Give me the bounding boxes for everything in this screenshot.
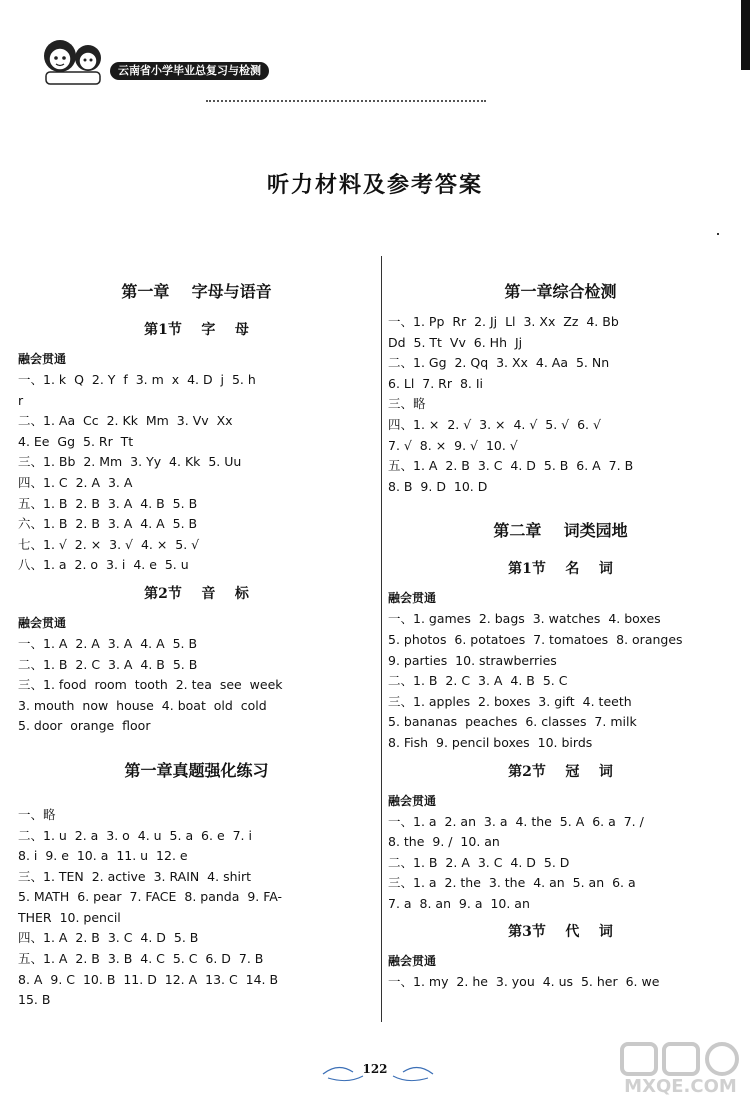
answer-line: 一、1. games 2. bags 3. watches 4. boxes: [388, 611, 661, 627]
section-heading: 第1节 名 词: [508, 561, 613, 578]
mascot-illustration: [38, 32, 108, 87]
answer-line: 5. MATH 6. pear 7. FACE 8. panda 9. FA-: [18, 889, 283, 905]
chapter-heading: 第二章 词类园地: [493, 521, 628, 541]
answer-line: 三、1. apples 2. boxes 3. gift 4. teeth: [388, 693, 632, 709]
watermark-logo-icon: [618, 1040, 743, 1080]
exercise-label: 融会贯通: [18, 615, 67, 630]
answer-line: 七、1. √ 2. × 3. √ 4. × 5. √: [18, 536, 200, 552]
answer-line: 5. door orange floor: [18, 718, 151, 734]
answer-line: 9. parties 10. strawberries: [388, 652, 557, 668]
chapter-heading: 第一章真题强化练习: [124, 760, 269, 780]
chapter-heading: 第一章综合检测: [504, 282, 617, 301]
column-divider: [381, 256, 382, 1022]
answer-line: 8. Fish 9. pencil boxes 10. birds: [388, 734, 593, 750]
answer-line: 一、1. A 2. A 3. A 4. A 5. B: [18, 635, 198, 651]
header-dotted-rule: [206, 100, 486, 102]
section-heading: 第2节 音 标: [144, 585, 249, 602]
answer-line: 三、1. a 2. the 3. the 4. an 5. an 6. a: [388, 875, 636, 891]
watermark: [618, 1040, 743, 1100]
answer-line: 五、1. B 2. B 3. A 4. B 5. B: [18, 495, 198, 511]
answer-line: 二、1. B 2. C 3. A 4. B 5. B: [18, 656, 198, 672]
answer-line: 三、1. Bb 2. Mm 3. Yy 4. Kk 5. Uu: [18, 454, 242, 470]
answer-line: 四、1. C 2. A 3. A: [18, 474, 133, 490]
answer-line: 五、1. A 2. B 3. B 4. C 5. C 6. D 7. B: [18, 951, 264, 967]
answer-line: 8. i 9. e 10. a 11. u 12. e: [18, 848, 188, 864]
answer-line: 一、略: [18, 806, 56, 822]
section-heading: 第3节 代 词: [508, 924, 613, 941]
exercise-label: 融会贯通: [388, 793, 437, 808]
page-title: 听力材料及参考答案: [266, 172, 483, 198]
answer-line: 二、1. Aa Cc 2. Kk Mm 3. Vv Xx: [18, 413, 233, 429]
answer-line: Dd 5. Tt Vv 6. Hh Jj: [388, 334, 523, 350]
series-title: 云南省小学毕业总复习与检测: [110, 62, 269, 80]
answer-line: 6. Ll 7. Rr 8. Ii: [388, 375, 484, 391]
answer-line: 二、1. B 2. A 3. C 4. D 5. D: [388, 854, 570, 870]
section-heading: 第2节 冠 词: [508, 763, 613, 780]
watermark-text: MXQE.COM: [624, 1076, 737, 1097]
answer-line: r: [18, 392, 24, 408]
answer-line: 7. a 8. an 9. a 10. an: [388, 895, 530, 911]
answer-line: 4. Ee Gg 5. Rr Tt: [18, 433, 134, 449]
book-header: [18, 28, 518, 88]
edge-mark: [741, 0, 750, 70]
answer-line: 四、1. × 2. √ 3. × 4. √ 5. √ 6. √: [388, 416, 601, 432]
answer-line: 五、1. A 2. B 3. C 4. D 5. B 6. A 7. B: [388, 458, 634, 474]
answer-line: 二、1. B 2. C 3. A 4. B 5. C: [388, 673, 568, 689]
section-heading: 第1节 字 母: [144, 322, 249, 338]
answer-line: 5. bananas peaches 6. classes 7. milk: [388, 714, 637, 730]
answer-line: 八、1. a 2. o 3. i 4. e 5. u: [18, 557, 189, 573]
answer-line: 7. √ 8. × 9. √ 10. √: [388, 437, 518, 453]
right-column: [388, 272, 733, 993]
page-number: 122: [362, 1062, 388, 1076]
answer-line: 一、1. a 2. an 3. a 4. the 5. A 6. a 7. /: [388, 813, 644, 829]
left-column: [18, 272, 375, 1011]
spacer: [18, 737, 375, 751]
answer-line: 四、1. A 2. B 3. C 4. D 5. B: [18, 930, 199, 946]
answer-line: 15. B: [18, 992, 51, 1008]
answer-line: 一、1. k Q 2. Y f 3. m x 4. D j 5. h: [18, 372, 256, 387]
answer-line: 六、1. B 2. B 3. A 4. A 5. B: [18, 516, 198, 532]
answer-line: 一、1. my 2. he 3. you 4. us 5. her 6. we: [388, 974, 660, 990]
spacer: [388, 497, 733, 511]
answer-line: 三、略: [388, 396, 426, 412]
answer-line: THER 10. pencil: [18, 909, 121, 925]
answer-line: 三、1. food room tooth 2. tea see week: [18, 677, 283, 693]
answer-line: 3. mouth now house 4. boat old cold: [18, 697, 267, 713]
stray-dot: [717, 233, 719, 235]
answer-line: 5. photos 6. potatoes 7. tomatoes 8. oranges: [388, 631, 683, 647]
exercise-label: 融会贯通: [18, 352, 67, 366]
chapter-heading: 第一章 字母与语音: [121, 282, 272, 301]
answer-line: 8. the 9. / 10. an: [388, 834, 500, 850]
answer-line: 二、1. u 2. a 3. o 4. u 5. a 6. e 7. i: [18, 827, 252, 843]
answer-line: 二、1. Gg 2. Qq 3. Xx 4. Aa 5. Nn: [388, 355, 610, 371]
exercise-label: 融会贯通: [388, 591, 437, 606]
answer-line: 8. B 9. D 10. D: [388, 478, 488, 494]
answer-line: 三、1. TEN 2. active 3. RAIN 4. shirt: [18, 868, 252, 884]
answer-line: 一、1. Pp Rr 2. Jj Ll 3. Xx Zz 4. Bb: [388, 314, 619, 329]
spacer: [18, 791, 375, 805]
exercise-label: 融会贯通: [388, 954, 437, 969]
answer-line: 8. A 9. C 10. B 11. D 12. A 13. C 14. B: [18, 971, 279, 987]
